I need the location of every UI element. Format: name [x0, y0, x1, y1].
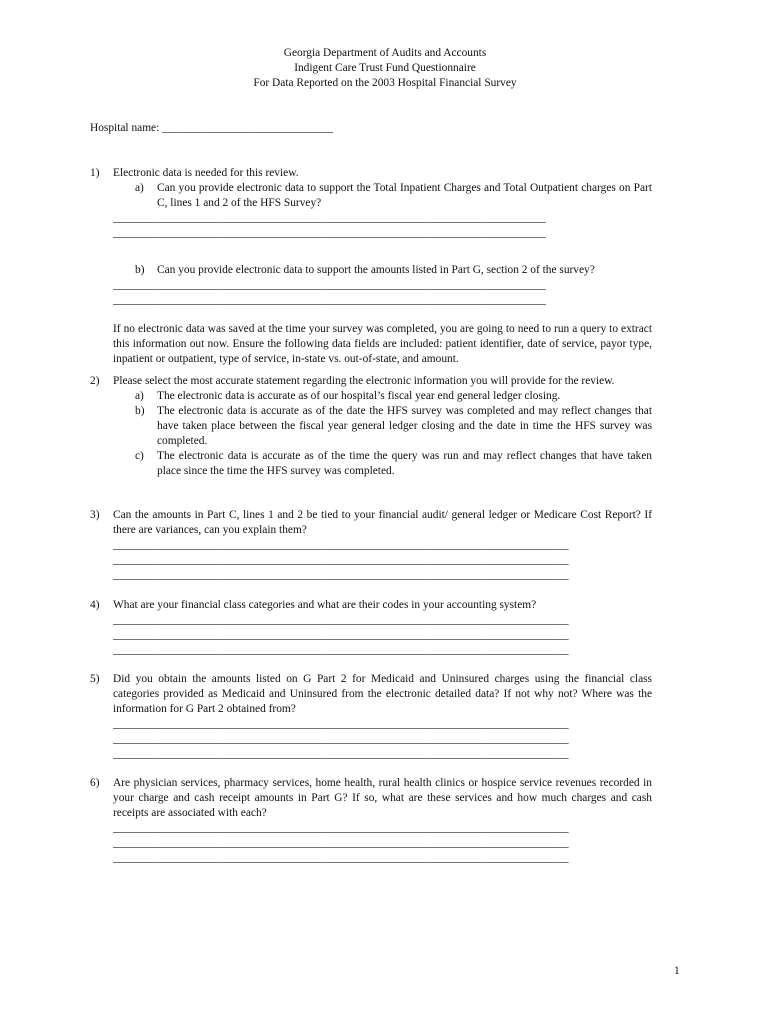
question-text: Are physician services, pharmacy services, home health, rural health clinics or hospice service revenues recorded in your charge and cash receipt amounts in Part G? If so, what are these services and how much charges and cash receipts are associated with each?: [113, 777, 652, 819]
answer-line: ____________________________________________________________________________: [113, 294, 546, 306]
header-subtitle: For Data Reported on the 2003 Hospital Financial Survey: [253, 77, 517, 89]
option-label: c): [135, 450, 144, 462]
option-label: a): [135, 390, 144, 402]
question-text: Can the amounts in Part C, lines 1 and 2 be tied to your financial audit/ general ledger or Medicare Cost Report? If there are variances, can you explain them?: [113, 509, 652, 536]
question-1: [90, 166, 652, 367]
item-label: b): [135, 264, 145, 276]
answer-line: ________________________________________________________________________________: [113, 644, 569, 656]
answer-line: ________________________________________________________________________________: [113, 748, 569, 760]
answer-line: ____________________________________________________________________________: [113, 227, 546, 239]
answer-line: ____________________________________________________________________________: [113, 212, 546, 224]
question-number: 1): [90, 167, 100, 179]
answer-line: ________________________________________________________________________________: [113, 569, 569, 581]
option-label: b): [135, 405, 145, 417]
answer-line: ________________________________________________________________________________: [113, 554, 569, 566]
option-b: [113, 404, 652, 449]
question-number: 4): [90, 599, 100, 611]
question-text: What are your financial class categories and what are their codes in your accounting system?: [113, 599, 537, 611]
question-text: Please select the most accurate statement regarding the electronic information you will provide for the review.: [113, 375, 615, 387]
header-title: Indigent Care Trust Fund Questionnaire: [294, 62, 476, 74]
answer-line: ________________________________________________________________________________: [113, 718, 569, 730]
answer-line: ________________________________________________________________________________: [113, 629, 569, 641]
header-agency: Georgia Department of Audits and Accounts: [283, 47, 487, 59]
option-c: [113, 449, 652, 479]
question-number: 2): [90, 375, 100, 387]
option-a: [113, 389, 652, 404]
answer-line: ________________________________________________________________________________: [113, 733, 569, 745]
question-1b: [113, 263, 652, 278]
question-text: Electronic data is needed for this review.: [113, 167, 299, 179]
answer-line: ________________________________________________________________________________: [113, 822, 569, 834]
question-5: [90, 672, 652, 762]
option-text: The electronic data is accurate as of our hospital’s fiscal year end general ledger closing.: [157, 390, 561, 402]
answer-line: ____________________________________________________________________________: [113, 279, 546, 291]
page-number: 1: [674, 965, 680, 977]
item-label: a): [135, 182, 144, 194]
item-text: Can you provide electronic data to support the Total Inpatient Charges and Total Outpatient charges on Part C, lines 1 and 2 of the HFS Survey?: [157, 182, 652, 209]
question-number: 5): [90, 673, 100, 685]
answer-line: ________________________________________________________________________________: [113, 539, 569, 551]
question-1a: [113, 181, 652, 211]
instruction-note: If no electronic data was saved at the time your survey was completed, you are going to need to run a query to extract this information out now. Ensure the following data fields are included: patient identifier, date of service, payor type, inpatient or outpatient, type of service, in-state vs. out-of-state, and amount.: [113, 323, 652, 365]
answer-line: ________________________________________________________________________________: [113, 614, 569, 626]
option-text: The electronic data is accurate as of the date the HFS survey was completed and may reflect changes that have taken place between the fiscal year general ledger closing and the date in time the HFS survey was completed.: [157, 405, 652, 447]
question-6: [90, 776, 652, 866]
question-number: 3): [90, 509, 100, 521]
question-2: [90, 374, 652, 479]
document-header: [0, 46, 770, 91]
hospital-name-field: Hospital name: ______________________________: [90, 122, 333, 134]
question-3: [90, 508, 652, 583]
answer-line: ________________________________________________________________________________: [113, 837, 569, 849]
question-number: 6): [90, 777, 100, 789]
question-text: Did you obtain the amounts listed on G Part 2 for Medicaid and Uninsured charges using the financial class categories provided as Medicaid and Uninsured from the electronic detailed data? If not why not? Where was the information for G Part 2 obtained from?: [113, 673, 652, 715]
question-4: [90, 598, 652, 658]
answer-line: ________________________________________________________________________________: [113, 852, 569, 864]
option-text: The electronic data is accurate as of the time the query was run and may reflect changes that have taken place since the time the HFS survey was completed.: [157, 450, 652, 477]
item-text: Can you provide electronic data to support the amounts listed in Part G, section 2 of the survey?: [157, 264, 595, 276]
